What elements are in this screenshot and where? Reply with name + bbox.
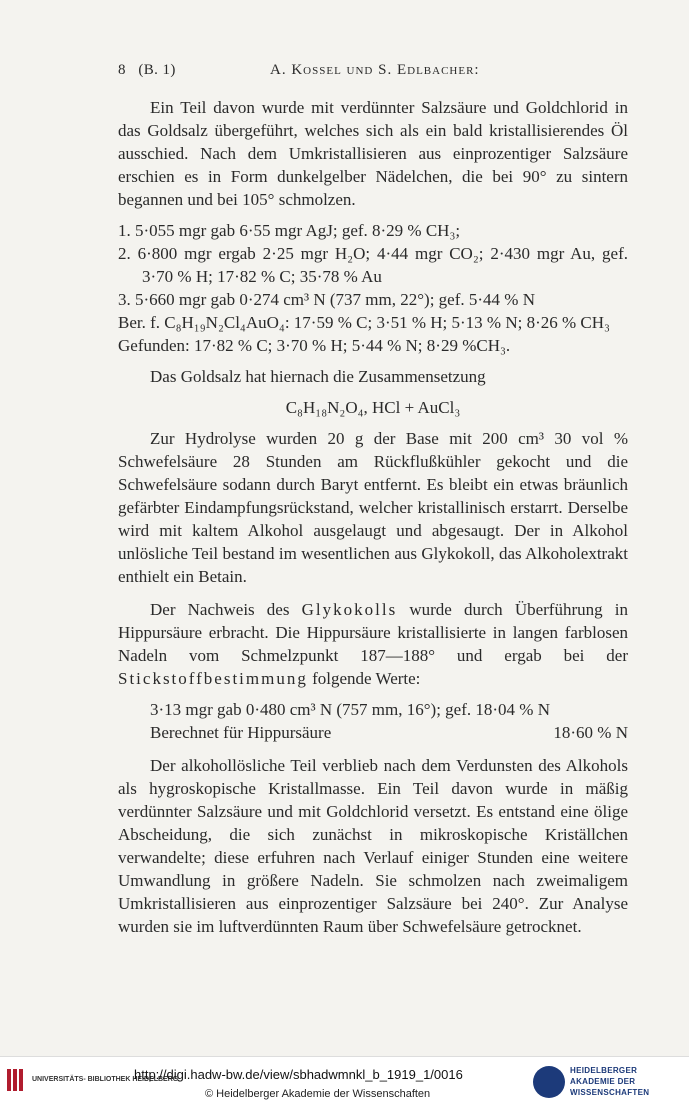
calculated-value: 18·60 % N	[553, 723, 628, 742]
paragraph: Der Nachweis des Glykokolls wurde durch Überführung in Hippursäure erbracht. Die Hippursäure kristallisierte in langen farblosen Nadeln vom Schmelzpunkt 187—188° und ergab bei der Stickstoffbestimmung folgende Werte:	[118, 600, 628, 688]
analysis-item-1: 1. 5·055 mgr gab 6·55 mgr AgJ; gef. 8·29 % CH₃;	[118, 221, 461, 240]
analysis-item-2: 2. 6·800 mgr ergab 2·25 mgr H₂O; 4·44 mgr CO₂; 2·430 mgr Au, gef. 3·70 % H; 17·82 % C; 35·78 % Au	[118, 244, 628, 286]
paragraph: Das Goldsalz hat hiernach die Zusammensetzung	[150, 367, 486, 386]
academy-logo[interactable]	[533, 1065, 680, 1098]
library-icon	[6, 1067, 28, 1093]
paragraph: Der alkohollösliche Teil verblieb nach dem Verdunsten des Alkohols als hygroskopische Kristallmasse. Ein Teil davon wurde in mäßig verdünnter Salzsäure und mit Goldchlorid versetzt. Es entstand eine ölige Abscheidung, die sich zunächst in mikroskopische Kriställchen verwandelte; diese erfuhren nach Verlauf einiger Stunden eine weitere Umwandlung in größere Nadeln. Sie schmolzen nach zweimaligem Umkristallisieren aus einprozentiger Salzsäure bei 240°. Zur Analyse wurden sie im luftverdünnten Raum über Schwefelsäure getrocknet.	[118, 756, 628, 936]
paragraph: Zur Hydrolyse wurden 20 g der Base mit 200 cm³ 30 vol % Schwefelsäure 28 Stunden am Rückflußkühler gekocht und die Schwefelsäure sodann durch Baryt entfernt. Es bleibt ein etwas bräunlich gefärbter Eindampfungsrückstand, welcher kristallinisch erstarrt. Derselbe wird mit kaltem Alkohol ausgelaugt und abgesaugt. Der in Alkohol unlösliche Teil bestand im wesentlichen aus Glykokoll, das Alkoholextrakt enthielt ein Betain.	[118, 429, 628, 586]
analysis-item-3: 3. 5·660 mgr gab 0·274 cm³ N (737 mm, 22°); gef. 5·44 % N	[118, 290, 535, 309]
measurement-line: 3·13 mgr gab 0·480 cm³ N (757 mm, 16°); gef. 18·04 % N	[150, 700, 550, 719]
chemical-formula: C₈H₁₈N₂O₄, HCl + AuCl₃	[285, 398, 461, 417]
article-body	[118, 96, 628, 938]
academy-seal-icon	[533, 1066, 565, 1098]
library-name: UNIVERSITÄTS- BIBLIOTHEK HEIDELBERG	[32, 1076, 179, 1083]
permalink[interactable]: http://digi.hadw-bw.de/view/sbhadwmnkl_b_1919_1/0016	[134, 1067, 463, 1082]
found-values: Gefunden: 17·82 % C; 3·70 % H; 5·44 % N; 8·29 %CH₃.	[118, 336, 511, 355]
copyright: © Heidelberger Akademie der Wissenschaften	[205, 1088, 431, 1100]
academy-name: HEIDELBERGER AKADEMIE DER WISSENSCHAFTEN	[570, 1066, 650, 1097]
calculated-line	[118, 721, 628, 744]
spaced-term: Glykokolls	[301, 600, 398, 619]
spaced-term: Stickstoffbestimmung	[118, 669, 308, 688]
running-title: A. Kossel und S. Edlbacher:	[270, 62, 480, 78]
calculated-label: Berechnet für Hippursäure	[150, 723, 332, 742]
page-number: 8 (B. 1)	[118, 62, 176, 78]
section-ref: (B. 1)	[138, 62, 176, 78]
paragraph: Ein Teil davon wurde mit verdünnter Salzsäure und Goldchlorid in das Goldsalz übergeführt, welches sich als ein bald kristallisierendes Öl ausschied. Nach dem Umkristallisieren aus einprozentiger Salzsäure erschien es in Form dunkelgelber Nädelchen, die bei 90° zu sintern begannen und bei 105° schmolzen.	[118, 98, 628, 209]
calculated-values: Ber. f. C₈H₁₉N₂Cl₄AuO₄: 17·59 % C; 3·51 % H; 5·13 % N; 8·26 % CH₃	[118, 313, 610, 332]
viewer-footer	[0, 1056, 689, 1106]
